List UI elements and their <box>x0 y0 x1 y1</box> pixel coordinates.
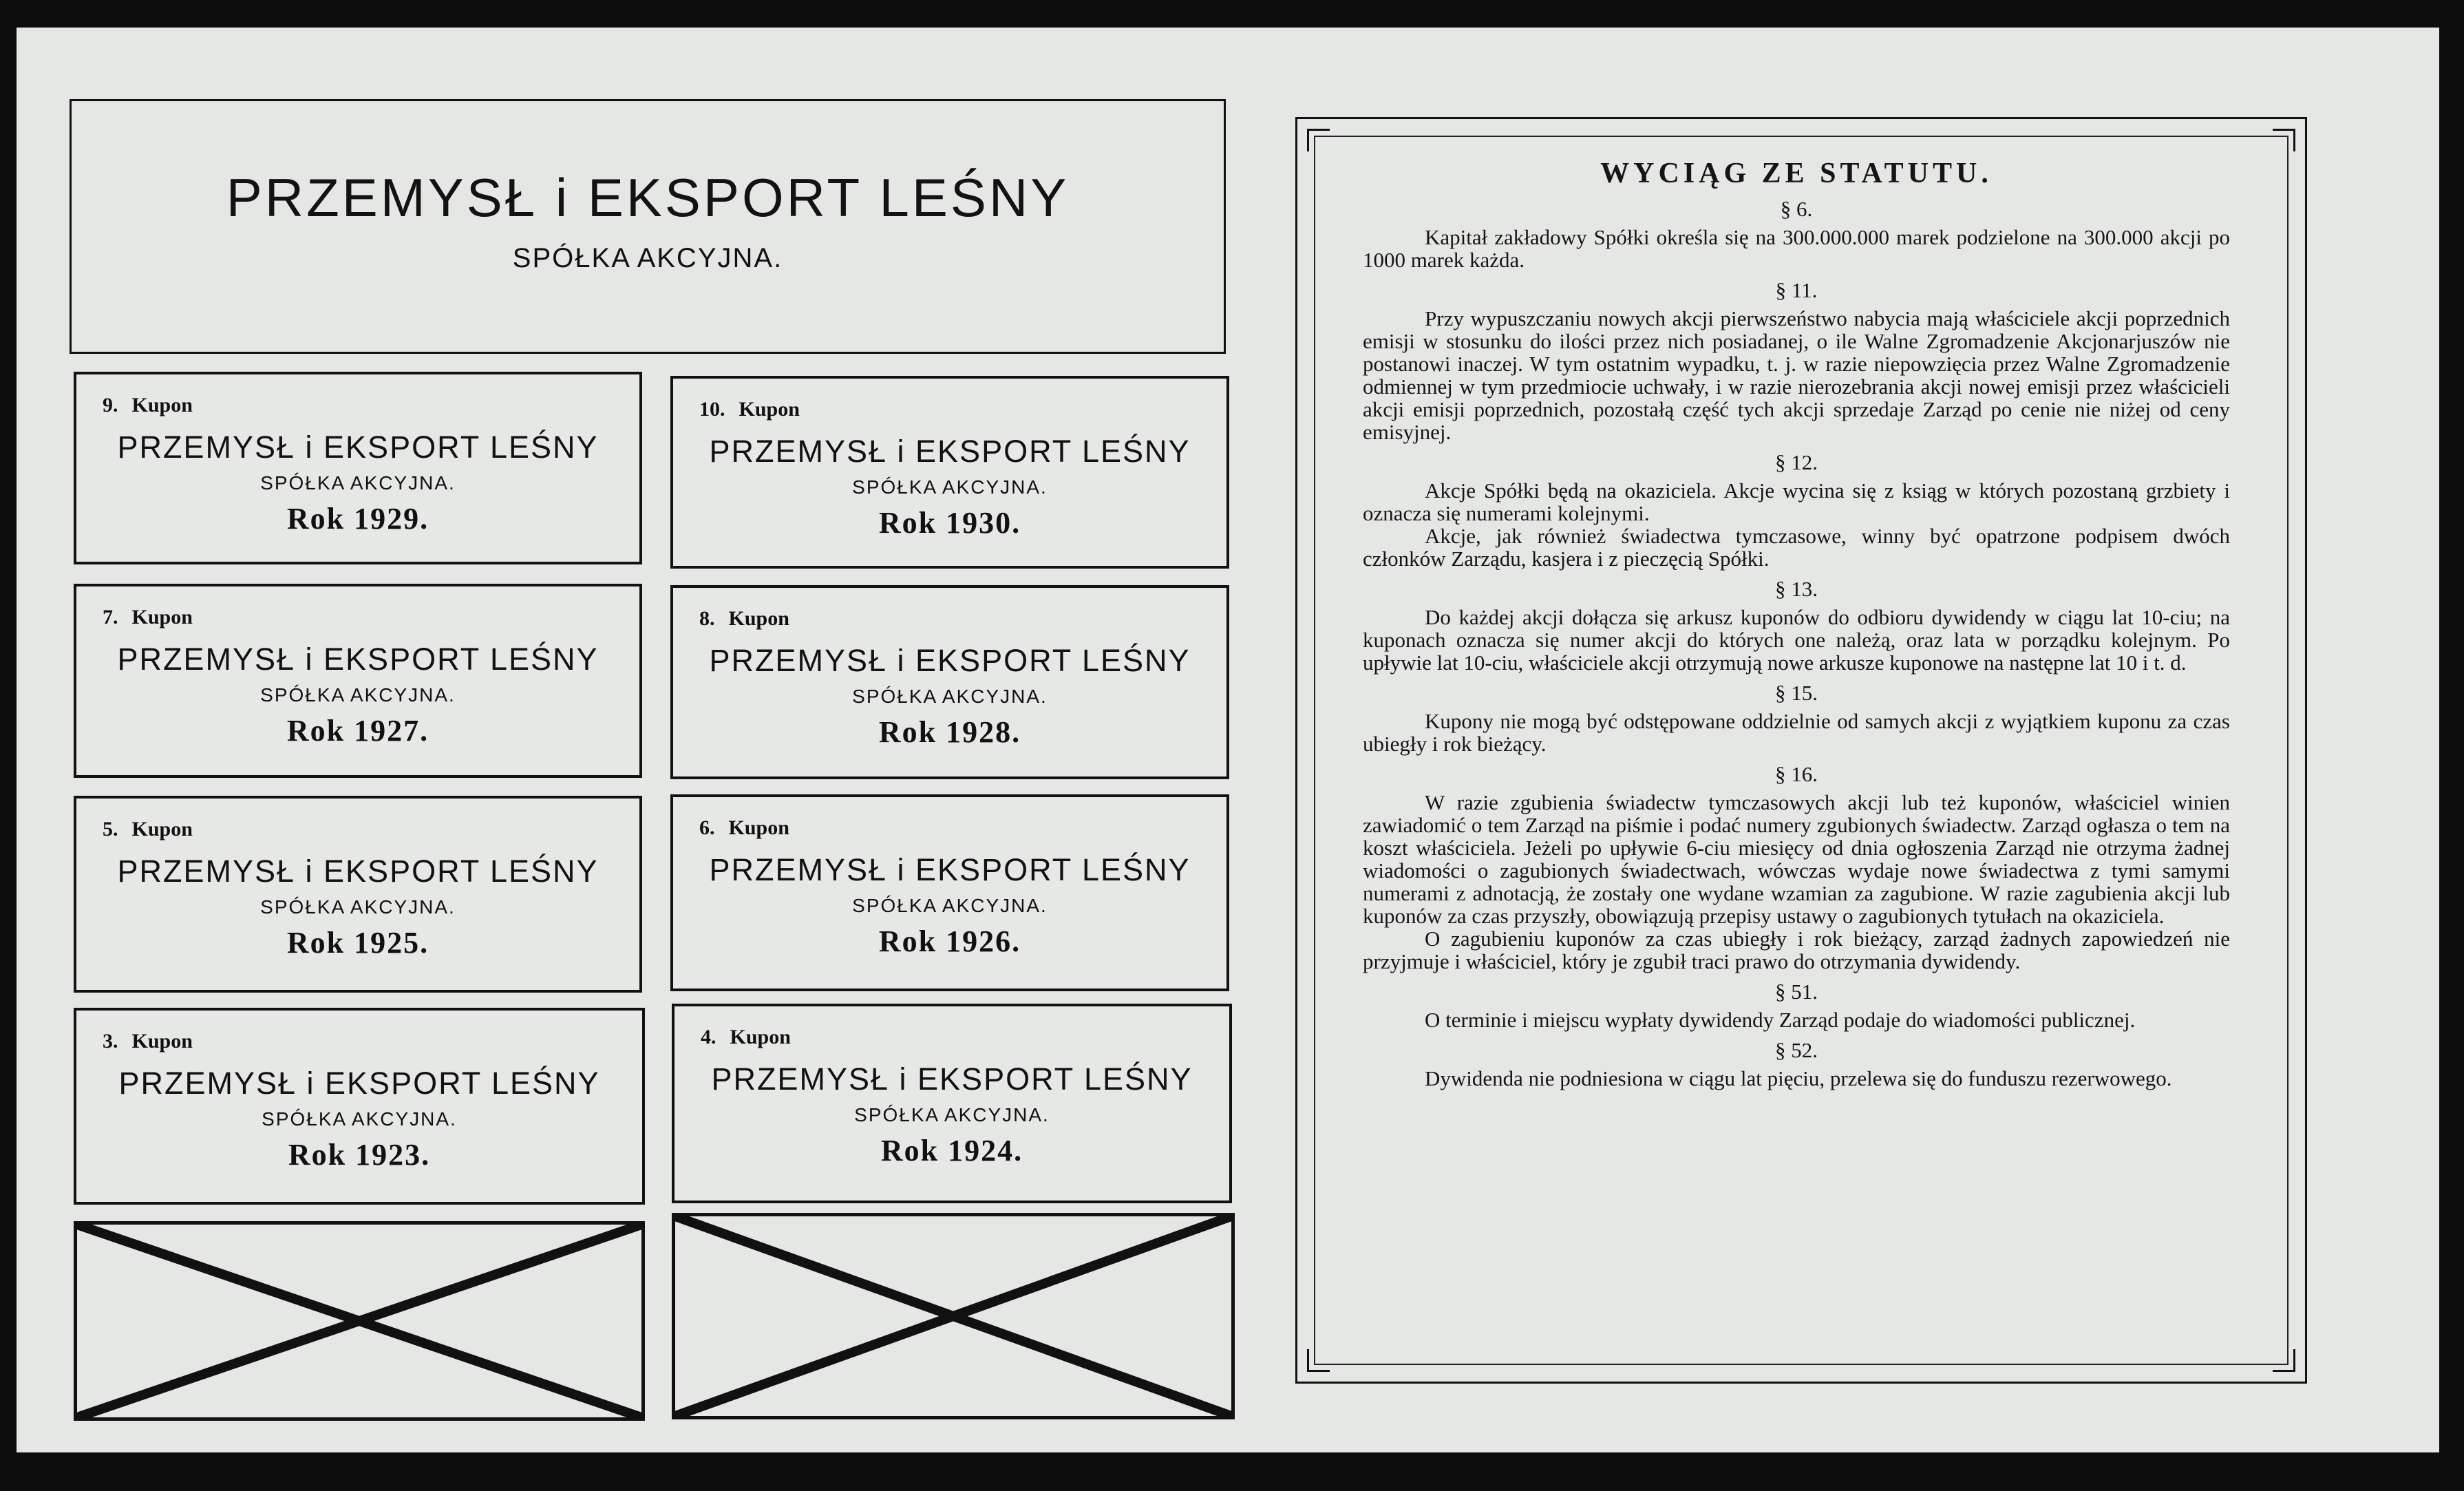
coupon-label: Kupon <box>728 816 789 839</box>
coupon-3 <box>74 1008 645 1205</box>
frame-corner-ornament <box>2273 129 2295 151</box>
coupon-label: Kupon <box>131 606 193 628</box>
coupon-year: Rok 1923. <box>288 1138 431 1172</box>
coupon-label: Kupon <box>131 394 193 416</box>
company-header <box>70 99 1226 354</box>
coupon-company: PRZEMYSŁ i EKSPORT LEŚNY <box>711 1061 1193 1097</box>
section-paragraph: O terminie i miejscu wypłaty dywidendy Zarząd podaje do wiadomości publicznej. <box>1425 1008 2136 1032</box>
coupon-year: Rok 1930. <box>878 506 1021 540</box>
coupon-subtitle: SPÓŁKA AKCYJNA. <box>852 476 1048 498</box>
cancelled-coupon-left <box>74 1221 645 1421</box>
section-heading: § 16. <box>1775 762 1818 786</box>
coupon-7 <box>74 584 642 778</box>
section-heading: § 15. <box>1775 681 1818 705</box>
coupon-company: PRZEMYSŁ i EKSPORT LEŚNY <box>117 430 599 465</box>
cancelled-coupon-right <box>672 1213 1235 1419</box>
coupon-number: 9. <box>103 394 118 416</box>
coupon-4 <box>672 1004 1232 1203</box>
coupon-year: Rok 1925. <box>286 926 429 960</box>
statute-text <box>1363 157 2230 1090</box>
coupon-subtitle: SPÓŁKA AKCYJNA. <box>262 1108 457 1130</box>
coupon-company: PRZEMYSŁ i EKSPORT LEŚNY <box>117 854 599 889</box>
coupon-year: Rok 1924. <box>880 1134 1023 1167</box>
coupon-company: PRZEMYSŁ i EKSPORT LEŚNY <box>709 434 1191 469</box>
section-paragraph: Do każdej akcji dołącza się arkusz kuponów do odbioru dywidendy w ciągu lat 10-ciu; na kuponach oznacza się numer akcji do których one należą, oraz lata w porządku kolejnym. Po upływie lat 10-ciu, właściciele akcji otrzymują nowe arkusze kuponowe na następne lat 10 i t. d. <box>1363 605 2230 675</box>
coupon-8 <box>670 585 1229 779</box>
coupon-9 <box>74 372 642 564</box>
section-paragraph: W razie zgubienia świadectw tymczasowych akcji lub też kuponów, właściciel winien zawiadomić o tem Zarząd na piśmie i podać numery zgubionych świadectw. Zarząd ogłasza o tem na koszt właściciela. Jeżeli po upływie 6-ciu miesięcy od dnia ogłoszenia Zarząd nie otrzyma żadnej wiadomości o zagubionych świadectwach, wówczas wydaje nowe świadectwa z tymi samymi numerami z adnotacją, że zostały one wydane wzamian za zagubione. W razie zagubienia akcji lub kuponów za czas przyszły, obowiązują przepisy ustawy o zagubionych tytułach na okaziciela. <box>1363 790 2230 928</box>
coupon-year: Rok 1928. <box>878 715 1021 749</box>
company-subtitle: SPÓŁKA AKCYJNA. <box>512 243 783 273</box>
section-heading: § 13. <box>1775 577 1818 601</box>
coupon-year: Rok 1927. <box>286 714 429 748</box>
coupon-subtitle: SPÓŁKA AKCYJNA. <box>260 472 456 494</box>
section-paragraph: Kapitał zakładowy Spółki określa się na 300.000.000 marek podzielone na 300.000 akcji po 1000 marek każda. <box>1363 225 2230 272</box>
coupon-company: PRZEMYSŁ i EKSPORT LEŚNY <box>709 643 1191 678</box>
statute-title: WYCIĄG ZE STATUTU. <box>1600 158 1993 189</box>
statute-extract-panel <box>1295 117 2307 1384</box>
coupon-year: Rok 1926. <box>878 924 1021 958</box>
coupon-number: 3. <box>103 1030 118 1053</box>
coupon-number: 4. <box>701 1026 716 1048</box>
coupon-number: 6. <box>699 816 715 839</box>
frame-corner-ornament <box>1307 1349 1330 1372</box>
coupon-number: 5. <box>103 818 118 840</box>
coupon-subtitle: SPÓŁKA AKCYJNA. <box>260 896 456 918</box>
section-paragraph: O zagubieniu kuponów za czas ubiegły i rok bieżący, zarząd żadnych zapowiedzeń nie przyjmuje i właściciel, który je zgubił traci prawo do otrzymania dywidendy. <box>1363 927 2230 973</box>
coupon-number: 7. <box>103 606 118 628</box>
coupon-subtitle: SPÓŁKA AKCYJNA. <box>854 1104 1050 1125</box>
section-paragraph: Kupony nie mogą być odstępowane oddzielnie od samych akcji z wyjątkiem kuponu za czas ubiegły i rok bieżący. <box>1363 709 2230 756</box>
section-heading: § 12. <box>1775 450 1818 474</box>
section-heading: § 52. <box>1775 1038 1818 1062</box>
company-title: PRZEMYSŁ i EKSPORT LEŚNY <box>226 167 1070 228</box>
coupon-subtitle: SPÓŁKA AKCYJNA. <box>852 895 1048 916</box>
coupon-5 <box>74 796 642 993</box>
coupon-6 <box>670 794 1229 991</box>
coupon-label: Kupon <box>739 398 800 421</box>
coupon-year: Rok 1929. <box>286 502 429 536</box>
coupon-number: 8. <box>699 607 715 630</box>
coupon-subtitle: SPÓŁKA AKCYJNA. <box>260 684 456 706</box>
coupon-company: PRZEMYSŁ i EKSPORT LEŚNY <box>709 852 1191 887</box>
coupon-company: PRZEMYSŁ i EKSPORT LEŚNY <box>117 642 599 677</box>
coupon-label: Kupon <box>131 818 193 840</box>
frame-corner-ornament <box>1307 129 1330 151</box>
coupon-10 <box>670 376 1229 569</box>
section-paragraph: Akcje, jak również świadectwa tymczasowe, winny być opatrzone podpisem dwóch członków Zarządu, kasjera i z pieczęcią Spółki. <box>1363 524 2230 571</box>
coupon-label: Kupon <box>730 1026 791 1048</box>
coupon-number: 10. <box>699 398 725 421</box>
cross-out-mark <box>675 1216 1231 1416</box>
cross-out-mark <box>77 1225 641 1417</box>
section-heading: § 51. <box>1775 980 1818 1004</box>
section-paragraph: Przy wypuszczaniu nowych akcji pierwszeństwo nabycia mają właściciele akcji poprzednich emisji w stosunku do ilości przez nich posiadanej, o ile Walne Zgromadzenie Akcjonarjuszów nie postanowi inaczej. W tym ostatnim wypadku, t. j. w razie niepowzięcia przez Walne Zgromadzenie odmiennej w tym przedmiocie uchwały, i w razie nierozebrania akcji nowej emisji przez właścicieli akcji emisji poprzednich, pozostałą część tych akcji sprzedaje Zarząd po cenie nie niżej od ceny emisyjnej. <box>1363 306 2230 444</box>
coupon-label: Kupon <box>728 607 789 630</box>
section-paragraph: Dywidenda nie podniesiona w ciągu lat pięciu, przelewa się do funduszu rezerwowego. <box>1425 1066 2172 1090</box>
coupon-subtitle: SPÓŁKA AKCYJNA. <box>852 686 1048 707</box>
section-paragraph: Akcje Spółki będą na okaziciela. Akcje wycina się z ksiąg w których pozostaną grzbiety i oznacza się numerami kolejnymi. <box>1363 478 2230 525</box>
frame-corner-ornament <box>2273 1349 2295 1372</box>
section-heading: § 6. <box>1780 197 1813 221</box>
coupon-label: Kupon <box>131 1030 193 1053</box>
coupon-company: PRZEMYSŁ i EKSPORT LEŚNY <box>118 1066 600 1101</box>
section-heading: § 11. <box>1775 278 1818 302</box>
